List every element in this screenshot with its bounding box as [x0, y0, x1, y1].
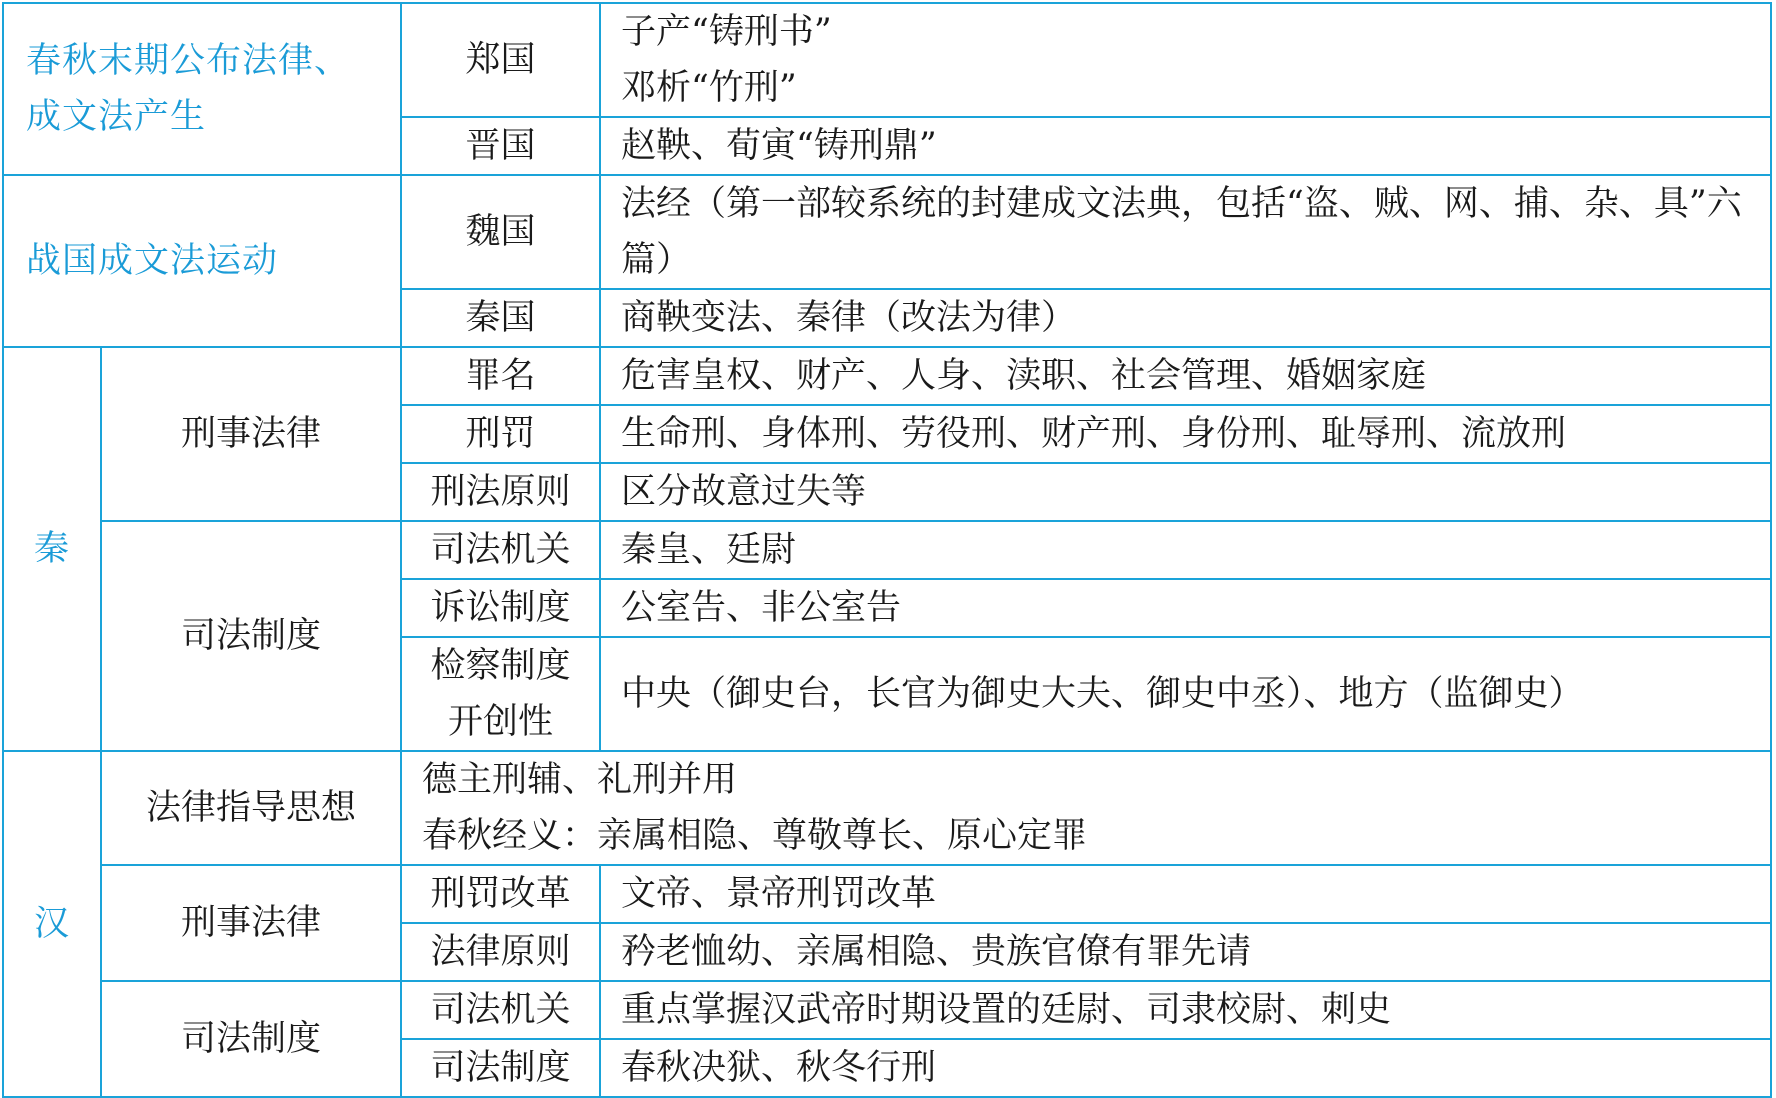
- qin-procuratorate-sub-line-2: 开创性: [448, 702, 554, 742]
- era-han: 汉: [3, 751, 101, 1097]
- row-wei: [3, 175, 1771, 289]
- content-qin-state: 商鞅变法、秦律（改法为律）: [600, 289, 1771, 347]
- content-wei: [600, 175, 1771, 289]
- qin-procuratorate-sub: [401, 637, 600, 751]
- row-zheng: [3, 3, 1771, 117]
- qin-judicial-sub-2: 诉讼制度: [401, 579, 600, 637]
- han-judicial-sub-2: 司法制度: [401, 1039, 600, 1097]
- qin-judicial-text-2: 公室告、非公室告: [600, 579, 1771, 637]
- era-qin: 秦: [3, 347, 101, 751]
- state-qin: 秦国: [401, 289, 600, 347]
- han-criminal-text-2: 矜老恤幼、亲属相隐、贵族官僚有罪先请: [600, 923, 1771, 981]
- row-han-judicial-organ: [3, 981, 1771, 1039]
- qin-criminal-sub-2: 刑罚: [401, 405, 600, 463]
- content-zheng: [600, 3, 1771, 117]
- state-wei: 魏国: [401, 175, 600, 289]
- content-wei-text: 法经（第一部较系统的封建成文法典，包括“盗、贼、网、捕、杂、具”六篇）: [621, 184, 1742, 280]
- state-zheng: 郑国: [401, 3, 600, 117]
- state-jin: 晋国: [401, 117, 600, 175]
- row-qin-crime-names: [3, 347, 1771, 405]
- row-han-punishment-reform: [3, 865, 1771, 923]
- han-criminal-sub-1: 刑罚改革: [401, 865, 600, 923]
- row-qin-judicial-organ: [3, 521, 1771, 579]
- qin-criminal-label: 刑事法律: [101, 347, 401, 521]
- row-han-ideology: [3, 751, 1771, 865]
- qin-judicial-sub-1: 司法机关: [401, 521, 600, 579]
- qin-procuratorate-sub-line-1: 检察制度: [430, 646, 571, 686]
- era-chunqiu: [3, 3, 401, 175]
- content-jin: 赵鞅、荀寅“铸刑鼎”: [600, 117, 1771, 175]
- han-ideology-line-2: 春秋经义：亲属相隐、尊敬尊长、原心定罪: [422, 816, 1088, 856]
- qin-judicial-text-1: 秦皇、廷尉: [600, 521, 1771, 579]
- qin-criminal-text-3: 区分故意过失等: [600, 463, 1771, 521]
- han-ideology-line-1: 德主刑辅、礼刑并用: [422, 760, 738, 800]
- han-criminal-text-1: 文帝、景帝刑罚改革: [600, 865, 1771, 923]
- era-zhanguo: [3, 175, 401, 347]
- qin-criminal-text-2: 生命刑、身体刑、劳役刑、财产刑、身份刑、耻辱刑、流放刑: [600, 405, 1771, 463]
- content-zheng-line-1: 子产“铸刑书”: [621, 12, 832, 52]
- han-judicial-text-1: 重点掌握汉武帝时期设置的廷尉、司隶校尉、刺史: [600, 981, 1771, 1039]
- han-judicial-label: 司法制度: [101, 981, 401, 1097]
- han-ideology-content: [401, 751, 1771, 865]
- qin-procuratorate-text: 中央（御史台，长官为御史大夫、御史中丞）、地方（监御史）: [600, 637, 1771, 751]
- han-judicial-text-2: 春秋决狱、秋冬行刑: [600, 1039, 1771, 1097]
- qin-criminal-sub-3: 刑法原则: [401, 463, 600, 521]
- han-ideology-label: 法律指导思想: [101, 751, 401, 865]
- han-criminal-label: 刑事法律: [101, 865, 401, 981]
- han-judicial-sub-1: 司法机关: [401, 981, 600, 1039]
- legal-history-table: [2, 2, 1772, 1098]
- han-criminal-sub-2: 法律原则: [401, 923, 600, 981]
- qin-criminal-sub-1: 罪名: [401, 347, 600, 405]
- content-zheng-line-2: 邓析“竹刑”: [621, 68, 797, 108]
- era-chunqiu-label: 春秋末期公布法律、成文法产生: [26, 41, 351, 137]
- era-zhanguo-label: 战国成文法运动: [26, 241, 279, 281]
- qin-judicial-label: 司法制度: [101, 521, 401, 751]
- qin-criminal-text-1: 危害皇权、财产、人身、渎职、社会管理、婚姻家庭: [600, 347, 1771, 405]
